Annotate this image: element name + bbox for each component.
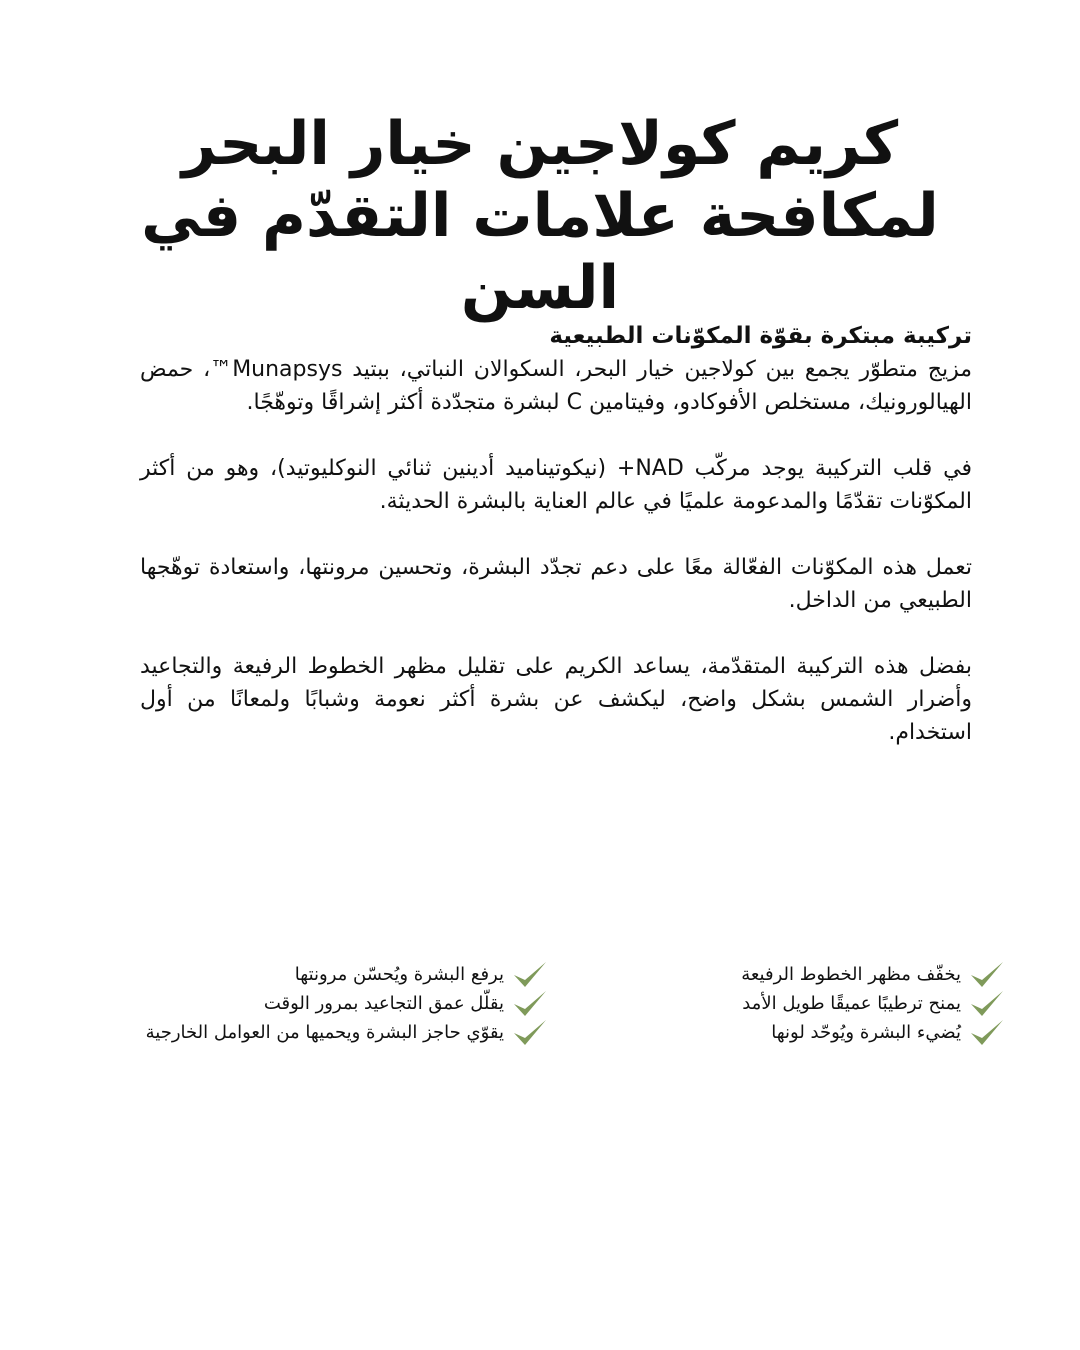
paragraph-4: بفضل هذه التركيبة المتقدّمة، يساعد الكريم على تقليل مظهر الخطوط الرفيعة والتجاعيد وأضرار الشمس بشكل واضح، ليكشف عن بشرة أكثر نعومة وشبابًا ولمعانًا من أول استخدام.: [140, 654, 972, 745]
page-title: [60, 108, 1020, 324]
paragraph-1: مزيج متطوّر يجمع بين كولاجين خيار البحر، السكوالان النباتي، ببتيد Munapsys™، حمض الهيالورونيك، مستخلص الأفوكادو، وفيتامين C لبشرة متجدّدة أكثر إشراقًا وتوهّجًا.: [140, 357, 972, 415]
benefit-item: يُضيء البشرة ويُوحّد لونها: [741, 1018, 1005, 1047]
benefits-list-right: [741, 960, 1005, 1047]
check-icon: [969, 989, 1005, 1018]
benefits-list-left: [146, 960, 548, 1047]
benefit-item: يرفع البشرة ويُحسّن مرونتها: [146, 960, 548, 989]
check-icon: [512, 960, 548, 989]
title-line-2: لمكافحة علامات التقدّم في السن: [141, 181, 939, 323]
section-heading: تركيبة مبتكرة بقوّة المكوّنات الطبيعية: [549, 323, 972, 349]
check-icon: [512, 1018, 548, 1047]
check-icon: [512, 989, 548, 1018]
check-icon: [969, 1018, 1005, 1047]
description: [140, 320, 972, 782]
paragraph-3: تعمل هذه المكوّنات الفعّالة معًا على دعم تجدّد البشرة، وتحسين مرونتها، واستعادة توهّجها الطبيعي من الداخل.: [140, 555, 972, 613]
benefit-item: يقلّل عمق التجاعيد بمرور الوقت: [146, 989, 548, 1018]
check-icon: [969, 960, 1005, 989]
benefit-item: يخفّف مظهر الخطوط الرفيعة: [741, 960, 1005, 989]
benefit-item: يمنح ترطيبًا عميقًا طويل الأمد: [741, 989, 1005, 1018]
title-line-1: كريم كولاجين خيار البحر: [181, 109, 899, 179]
paragraph-2: في قلب التركيبة يوجد مركّب NAD+ (نيكوتيناميد أدينين ثنائي النوكليوتيد)، وهو من أكثر المكوّنات تقدّمًا والمدعومة علميًا في عالم العناية بالبشرة الحديثة.: [140, 456, 973, 514]
benefit-item: يقوّي حاجز البشرة ويحميها من العوامل الخارجية: [146, 1018, 548, 1047]
